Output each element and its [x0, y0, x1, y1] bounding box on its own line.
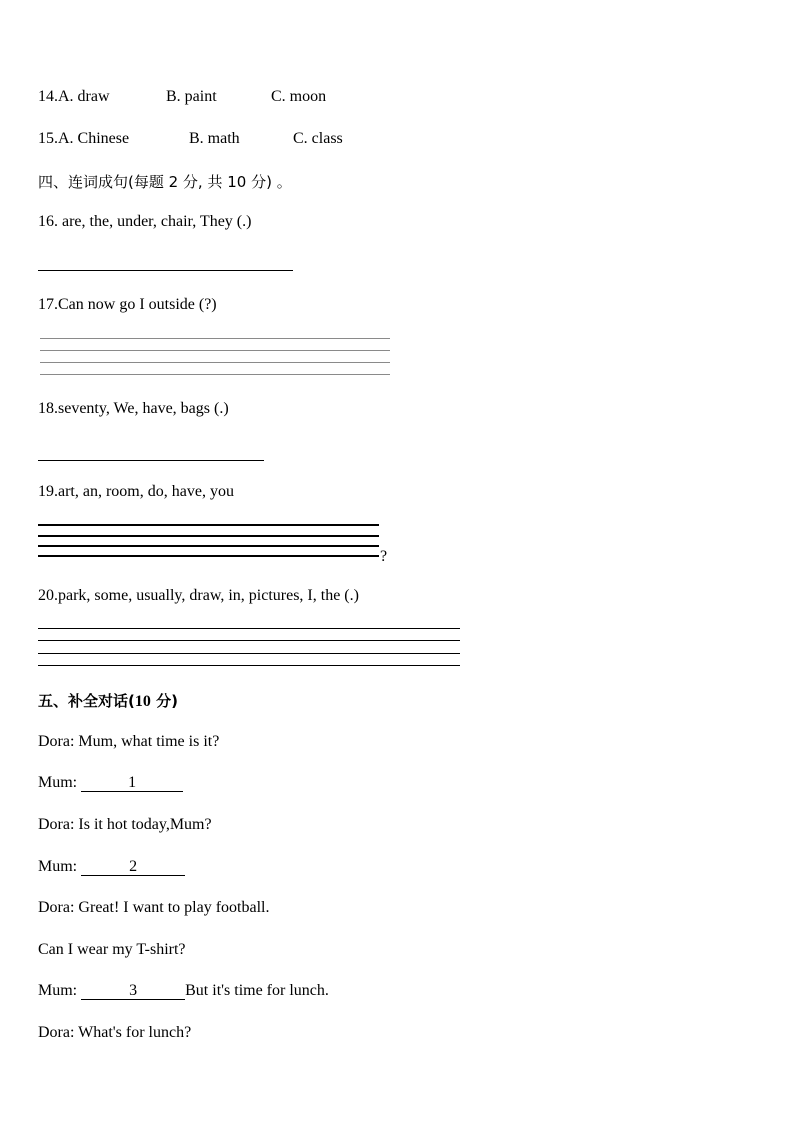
answer-line[interactable] [38, 460, 264, 461]
question-number: 16. [38, 213, 58, 230]
option-b: B. math [189, 130, 240, 147]
section-5-heading [38, 690, 178, 711]
question-19 [38, 483, 234, 501]
answer-line[interactable] [38, 640, 460, 641]
question-number: 14. [38, 88, 58, 105]
speaker: Mum: [38, 858, 82, 875]
answer-line[interactable] [38, 524, 379, 526]
question-number: 15. [38, 130, 58, 147]
section-4-heading: 四、连词成句(每题 2 分, 共 10 分) 。 [38, 173, 292, 191]
speaker: Mum: [38, 774, 82, 791]
option-c: C. moon [271, 88, 327, 105]
question-words: park, some, usually, draw, in, pictures, I, the (.) [58, 587, 359, 604]
dialogue-line-5: Dora: Great! I want to play football. [38, 899, 270, 916]
question-number: 18. [38, 400, 58, 417]
question-mark: ? [380, 548, 388, 565]
answer-line[interactable] [38, 555, 379, 557]
answer-line[interactable] [40, 374, 390, 375]
section-title-end: 分) [150, 692, 178, 710]
option-a: A. draw [58, 88, 110, 105]
section-title: 五、补全对话( [38, 692, 135, 710]
dialogue-line-4 [38, 858, 185, 876]
dialogue-line-8: Dora: What's for lunch? [38, 1024, 192, 1041]
blank-1[interactable]: 1 [81, 775, 183, 792]
dialogue-tail: But it's time for lunch. [185, 982, 329, 999]
answer-line[interactable] [40, 338, 390, 339]
answer-line[interactable] [38, 653, 460, 654]
answer-line[interactable] [40, 362, 390, 363]
answer-line[interactable] [38, 628, 460, 629]
question-14 [38, 88, 110, 106]
dialogue-line-1: Dora: Mum, what time is it? [38, 733, 220, 750]
blank-3[interactable]: 3 [81, 983, 185, 1000]
answer-line[interactable] [38, 270, 293, 271]
question-words: art, an, room, do, have, you [58, 483, 234, 500]
question-20 [38, 587, 359, 605]
question-18 [38, 400, 229, 418]
question-number: 17. [38, 296, 58, 313]
question-16 [38, 213, 251, 231]
section-points: 10 [134, 693, 151, 710]
option-b: B. paint [166, 88, 217, 105]
answer-line[interactable] [38, 665, 460, 666]
question-17 [38, 296, 217, 314]
question-number: 19. [38, 483, 58, 500]
dialogue-line-7 [38, 982, 329, 1000]
question-15 [38, 130, 129, 148]
dialogue-line-2 [38, 774, 183, 792]
answer-line[interactable] [38, 545, 379, 547]
answer-line[interactable] [40, 350, 390, 351]
question-words: seventy, We, have, bags (.) [58, 400, 229, 417]
option-a: A. Chinese [58, 130, 130, 147]
speaker: Mum: [38, 982, 82, 999]
dialogue-line-3: Dora: Is it hot today,Mum? [38, 816, 212, 833]
question-number: 20. [38, 587, 58, 604]
option-c: C. class [293, 130, 343, 147]
question-words: Can now go I outside (?) [58, 296, 217, 313]
question-words: are, the, under, chair, They (.) [58, 213, 252, 230]
answer-line[interactable] [38, 535, 379, 537]
blank-2[interactable]: 2 [81, 859, 185, 876]
dialogue-line-6: Can I wear my T-shirt? [38, 941, 186, 958]
